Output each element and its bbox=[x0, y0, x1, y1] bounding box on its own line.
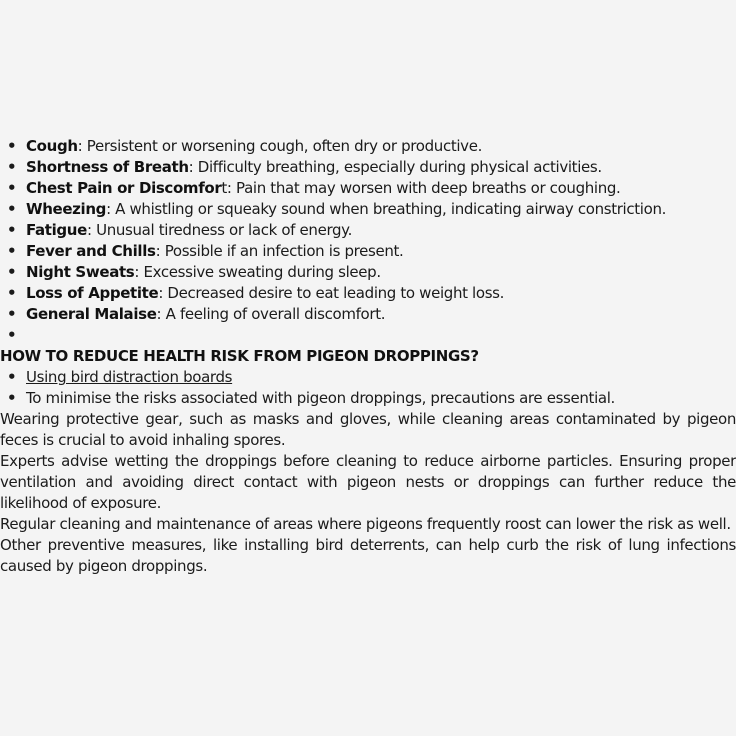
paragraph: Regular cleaning and maintenance of areas where pigeons frequently roost can lower the risk as well. bbox=[0, 515, 731, 533]
symptom-term: Wheezing bbox=[26, 200, 107, 218]
symptom-term: Fever and Chills bbox=[26, 242, 156, 260]
list-item bbox=[7, 262, 736, 283]
symptom-term: Loss of Appetite bbox=[26, 284, 159, 302]
symptom-term: Fatigue bbox=[26, 221, 87, 239]
bullet-icon: • bbox=[7, 263, 17, 281]
list-item bbox=[7, 283, 736, 304]
list-item-text: To minimise the risks associated with pigeon droppings, precautions are essential. bbox=[26, 389, 615, 407]
paragraph: Experts advise wetting the droppings before cleaning to reduce airborne particles. Ensuring proper ventilation and avoiding direct contact with pigeon nests or droppings can further reduce the likelihood of exposure. bbox=[0, 452, 736, 512]
empty-list-item bbox=[7, 325, 736, 346]
risk-list bbox=[0, 367, 736, 409]
list-item bbox=[7, 367, 736, 388]
article-content bbox=[0, 136, 736, 577]
symptom-desc: t: Pain that may worsen with deep breaths or coughing. bbox=[221, 179, 621, 197]
symptom-term: Chest Pain or Discomfor bbox=[26, 179, 222, 197]
section-heading: HOW TO REDUCE HEALTH RISK FROM PIGEON DROPPINGS? bbox=[0, 347, 479, 365]
bullet-icon: • bbox=[7, 221, 17, 239]
symptom-desc: : A whistling or squeaky sound when breathing, indicating airway constriction. bbox=[106, 200, 667, 218]
symptom-desc: : Possible if an infection is present. bbox=[155, 242, 404, 260]
bird-distraction-boards-link[interactable]: Using bird distraction boards bbox=[26, 368, 233, 386]
symptom-term: General Malaise bbox=[26, 305, 157, 323]
list-item bbox=[7, 157, 736, 178]
list-item bbox=[7, 178, 736, 199]
list-item bbox=[7, 388, 736, 409]
list-item bbox=[7, 199, 736, 220]
bullet-icon: • bbox=[7, 305, 17, 323]
symptom-desc: : A feeling of overall discomfort. bbox=[156, 305, 386, 323]
symptom-term: Shortness of Breath bbox=[26, 158, 189, 176]
bullet-icon: • bbox=[7, 368, 17, 386]
bullet-icon: • bbox=[7, 284, 17, 302]
list-item bbox=[7, 220, 736, 241]
bullet-icon: • bbox=[7, 200, 17, 218]
symptom-term: Cough bbox=[26, 137, 78, 155]
symptom-desc: : Persistent or worsening cough, often dry or productive. bbox=[77, 137, 483, 155]
bullet-icon: • bbox=[7, 326, 17, 344]
paragraph: Wearing protective gear, such as masks and gloves, while cleaning areas contaminated by pigeon feces is crucial to avoid inhaling spores. bbox=[0, 410, 736, 449]
symptom-desc: : Unusual tiredness or lack of energy. bbox=[86, 221, 352, 239]
list-item bbox=[7, 136, 736, 157]
bullet-icon: • bbox=[7, 389, 17, 407]
list-item bbox=[7, 304, 736, 325]
symptom-term: Night Sweats bbox=[26, 263, 135, 281]
symptom-desc: : Difficulty breathing, especially during physical activities. bbox=[188, 158, 602, 176]
symptom-desc: : Excessive sweating during sleep. bbox=[134, 263, 381, 281]
bullet-icon: • bbox=[7, 242, 17, 260]
symptoms-list bbox=[0, 136, 736, 346]
paragraph: Other preventive measures, like installing bird deterrents, can help curb the risk of lung infections caused by pigeon droppings. bbox=[0, 536, 736, 575]
symptom-desc: : Decreased desire to eat leading to weight loss. bbox=[158, 284, 505, 302]
bullet-icon: • bbox=[7, 137, 17, 155]
bullet-icon: • bbox=[7, 158, 17, 176]
list-item bbox=[7, 241, 736, 262]
bullet-icon: • bbox=[7, 179, 17, 197]
